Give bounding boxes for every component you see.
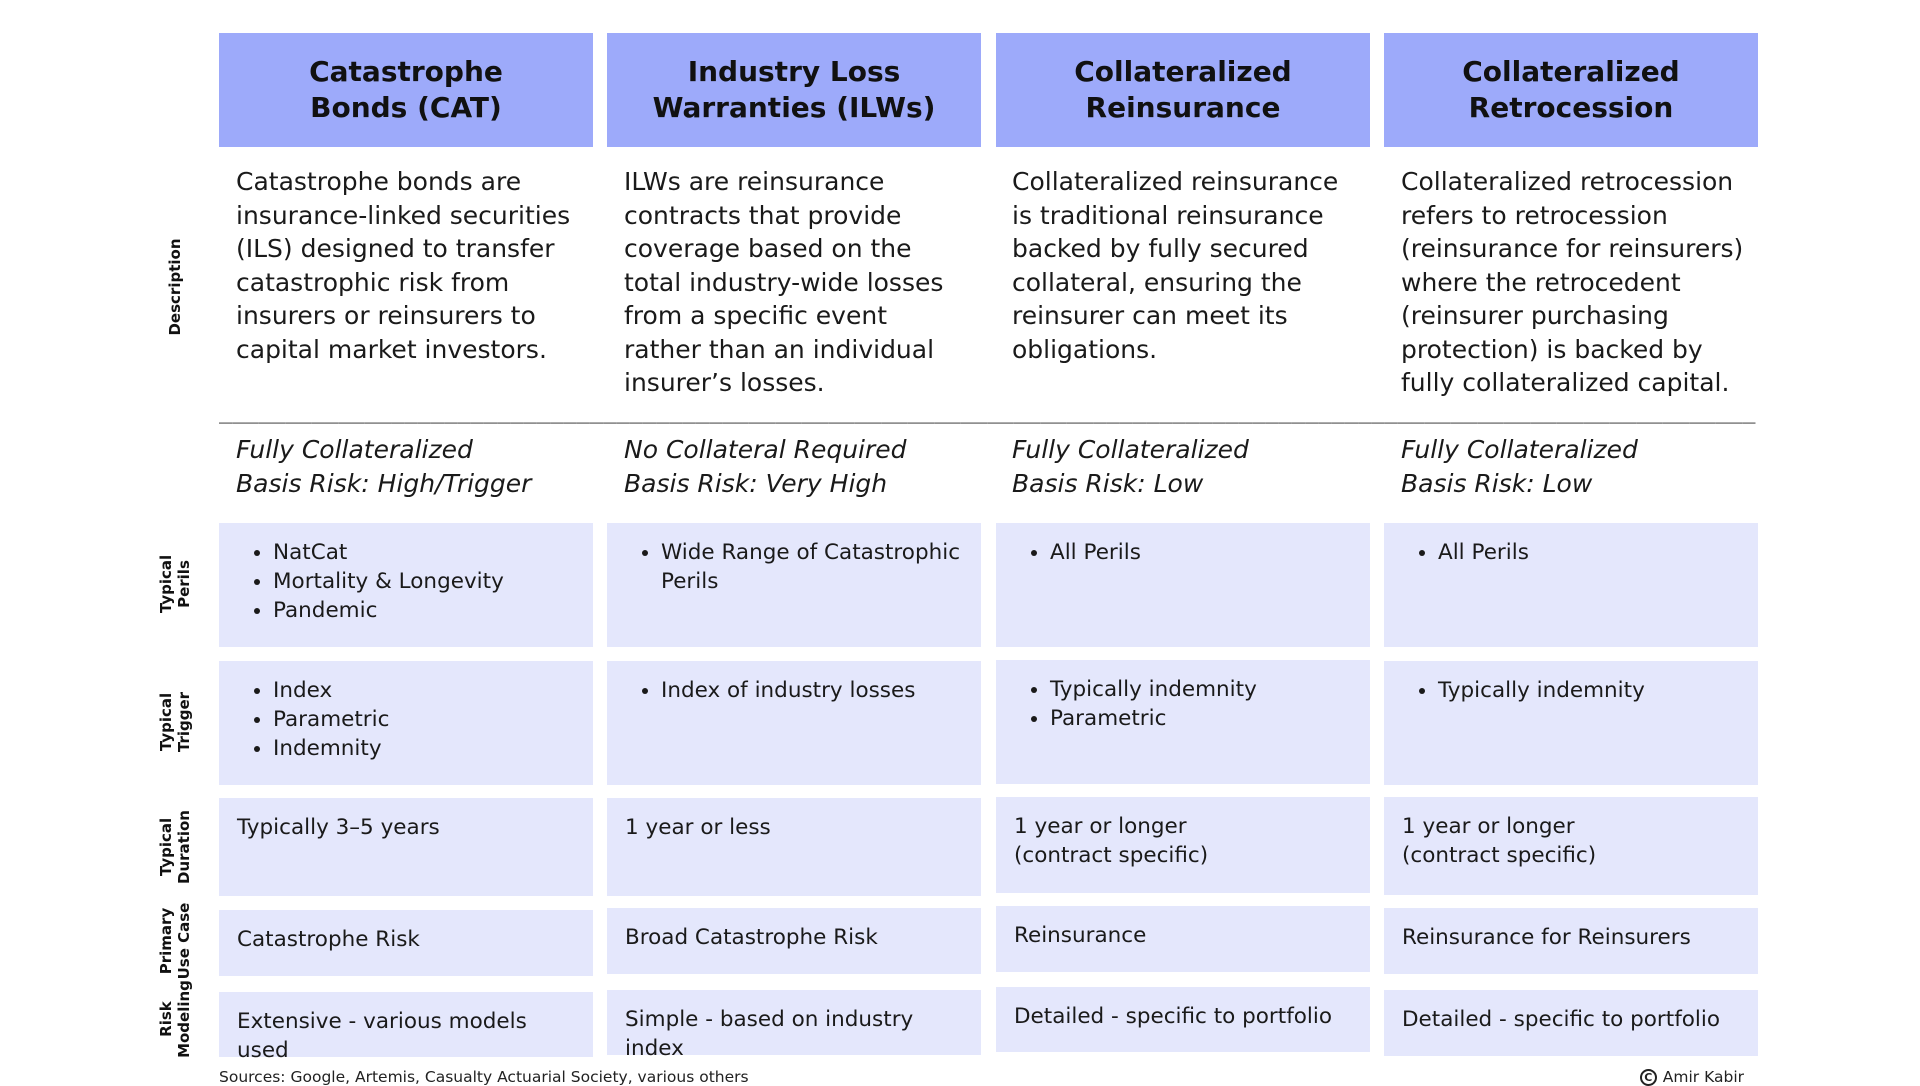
use-case-cell: Reinsurance for Reinsurers [1384, 908, 1758, 974]
duration-cell: 1 year or less [607, 798, 981, 896]
perils-cell [219, 523, 593, 647]
row-label-trigger: Typical Trigger [157, 691, 193, 753]
row-label-use-case: Primary Use Case [157, 902, 193, 980]
trigger-cell [1384, 661, 1758, 785]
list-item: • Index of industry losses [661, 676, 963, 705]
perils-cell [1384, 523, 1758, 647]
row-label-description: Description [166, 238, 184, 336]
modeling-cell: Detailed - specific to portfolio [1384, 990, 1758, 1056]
perils-cell [607, 523, 981, 647]
collateral-info: Fully Collateralized Basis Risk: Low [1012, 435, 1249, 498]
description-text: Collateralized reinsurance is traditional reinsurance backed by fully secured collateral, ensuring the reinsurer can meet its obligations. [1012, 167, 1339, 364]
row-label-perils: Typical Perils [157, 554, 193, 614]
list-item: • Parametric [1050, 704, 1352, 733]
list-item: • All Perils [1050, 538, 1352, 567]
list-item: • Pandemic [273, 596, 575, 625]
column-header: Collateralized Reinsurance [996, 33, 1370, 147]
list-item: • Mortality & Longevity [273, 567, 575, 596]
row-label-duration: Typical Duration [157, 810, 193, 884]
collateral-info: Fully Collateralized Basis Risk: Low [1401, 435, 1638, 498]
list-item: • Typically indemnity [1438, 676, 1740, 705]
list-item: • Wide Range of Catastrophic Perils [661, 538, 963, 596]
list-item: • Typically indemnity [1050, 675, 1352, 704]
copyright-icon: C [1640, 1069, 1657, 1086]
author-credit: C Amir Kabir [1640, 1068, 1744, 1086]
use-case-cell: Catastrophe Risk [219, 910, 593, 976]
duration-cell: 1 year or longer (contract specific) [996, 797, 1370, 893]
modeling-cell: Simple - based on industry index [607, 990, 981, 1055]
perils-cell [996, 523, 1370, 647]
list-item: • All Perils [1438, 538, 1740, 567]
description-text: Catastrophe bonds are insurance-linked securities (ILS) designed to transfer catastrophic risk from insurers or reinsurers to capital market investors. [236, 167, 571, 364]
use-case-cell: Broad Catastrophe Risk [607, 908, 981, 974]
column-header: Catastrophe Bonds (CAT) [219, 33, 593, 147]
collateral-info: No Collateral Required Basis Risk: Very High [624, 435, 907, 498]
list-item: • Parametric [273, 705, 575, 734]
section-divider: ____________________________________________________________________________________________________________________ [219, 400, 1756, 424]
collateral-info: Fully Collateralized Basis Risk: High/Trigger [236, 435, 532, 498]
trigger-cell [996, 660, 1370, 784]
sources-note: Sources: Google, Artemis, Casualty Actuarial Society, various others [219, 1068, 749, 1086]
list-item: • Indemnity [273, 734, 575, 763]
row-label-modeling: Risk Modeling [157, 980, 193, 1058]
trigger-cell [607, 661, 981, 785]
modeling-cell: Detailed - specific to portfolio [996, 987, 1370, 1052]
column-header: Collateralized Retrocession [1384, 33, 1758, 147]
trigger-cell [219, 661, 593, 785]
column-header: Industry Loss Warranties (ILWs) [607, 33, 981, 147]
duration-cell: 1 year or longer (contract specific) [1384, 797, 1758, 895]
list-item: • Index [273, 676, 575, 705]
duration-cell: Typically 3–5 years [219, 798, 593, 896]
modeling-cell: Extensive - various models used [219, 992, 593, 1057]
list-item: • NatCat [273, 538, 575, 567]
use-case-cell: Reinsurance [996, 906, 1370, 972]
description-text: Collateralized retrocession refers to retrocession (reinsurance for reinsurers) where the retrocedent (reinsurer purchasing protection) is backed by fully collateralized capital. [1401, 167, 1744, 397]
description-text: ILWs are reinsurance contracts that provide coverage based on the total industry-wide losses from a specific event rather than an individual insurer’s losses. [624, 167, 944, 397]
